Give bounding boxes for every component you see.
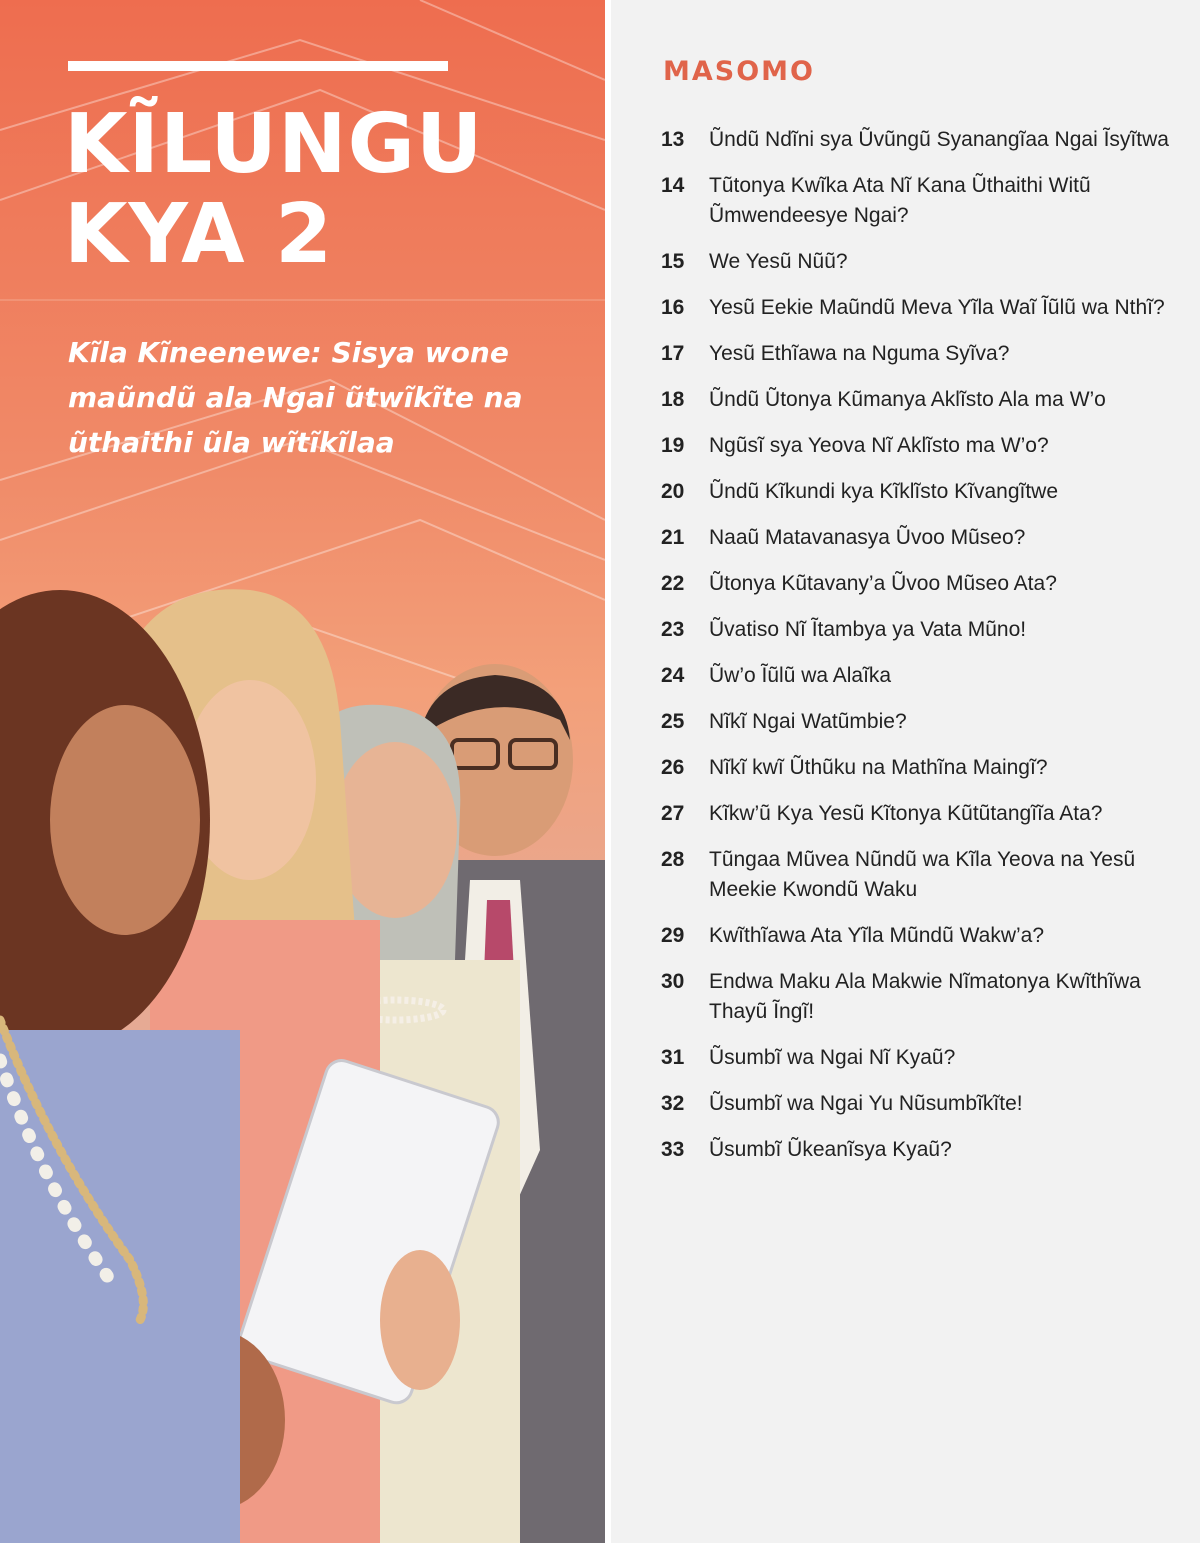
toc-heading: MASOMO bbox=[663, 56, 815, 87]
chapter-title-line2: KYA 2 bbox=[64, 187, 334, 282]
lesson-number: 33 bbox=[661, 1138, 685, 1161]
lesson-number: 18 bbox=[661, 388, 685, 411]
lesson-title[interactable]: Ngũsĩ sya Yeova Nĩ Aklĩsto ma W’o? bbox=[709, 434, 1049, 457]
lesson-number: 32 bbox=[661, 1092, 685, 1115]
lesson-item[interactable] bbox=[661, 569, 1181, 599]
lesson-title[interactable]: Yesũ Eekie Maũndũ Meva Yĩla Waĩ Ĩũlũ wa Nthĩ? bbox=[709, 296, 1165, 319]
lesson-title[interactable]: Tũngaa Mũvea Nũndũ wa Kĩla Yeova na Yesũ Meekie Kwondũ Waku bbox=[709, 848, 1136, 901]
lesson-title[interactable]: Kwĩthĩawa Ata Yĩla Mũndũ Wakw’a? bbox=[709, 924, 1045, 947]
lesson-title[interactable]: Ũsumbĩ Ũkeanĩsya Kyaũ? bbox=[709, 1138, 952, 1161]
lesson-number: 26 bbox=[661, 756, 685, 779]
lesson-title[interactable]: Naaũ Matavanasya Ũvoo Mũseo? bbox=[709, 526, 1026, 549]
chapter-title-line1: KĨLUNGU bbox=[64, 97, 484, 192]
lesson-item[interactable] bbox=[661, 799, 1181, 829]
lesson-title[interactable]: Ũvatiso Nĩ Ĩtambya ya Vata Mũno! bbox=[709, 618, 1027, 641]
lesson-number: 27 bbox=[661, 802, 685, 825]
lesson-number: 20 bbox=[661, 480, 685, 503]
lesson-item[interactable] bbox=[661, 523, 1181, 553]
title-rule bbox=[68, 61, 448, 71]
lesson-item[interactable] bbox=[661, 477, 1181, 507]
lesson-number: 25 bbox=[661, 710, 685, 733]
lesson-title[interactable]: Nĩkĩ Ngai Watũmbie? bbox=[709, 710, 907, 733]
lesson-number: 24 bbox=[661, 664, 685, 687]
lesson-item[interactable] bbox=[661, 293, 1181, 323]
chapter-subtitle: Kĩla Kĩneenewe: Sisya wone maũndũ ala Ngai ũtwĩkĩte na ũthaithi ũla wĩtĩkĩlaa bbox=[68, 336, 523, 459]
lesson-title[interactable]: Ũndũ Ndĩni sya Ũvũngũ Syanangĩaa Ngai Ĩsyĩtwa bbox=[709, 128, 1169, 151]
lesson-number: 28 bbox=[661, 848, 685, 871]
lesson-item[interactable] bbox=[661, 385, 1181, 415]
lesson-item[interactable] bbox=[661, 1043, 1181, 1073]
lesson-number: 14 bbox=[661, 174, 685, 197]
lesson-item[interactable] bbox=[661, 1089, 1181, 1119]
lesson-title[interactable]: Ũtonya Kũtavany’a Ũvoo Mũseo Ata? bbox=[709, 572, 1057, 595]
lesson-item[interactable] bbox=[661, 247, 1181, 277]
lesson-item[interactable] bbox=[661, 339, 1181, 369]
lesson-number: 19 bbox=[661, 434, 685, 457]
lesson-item[interactable] bbox=[661, 921, 1181, 951]
lesson-number: 16 bbox=[661, 296, 685, 319]
lesson-title[interactable]: Ũw’o Ĩũlũ wa Alaĩka bbox=[709, 664, 892, 687]
lesson-title[interactable]: Ũndũ Ũtonya Kũmanya Aklĩsto Ala ma W’o bbox=[709, 388, 1106, 411]
lesson-item[interactable] bbox=[661, 431, 1181, 461]
table-of-contents bbox=[605, 0, 1200, 1543]
lesson-number: 23 bbox=[661, 618, 685, 641]
lesson-item[interactable] bbox=[661, 171, 1181, 231]
lesson-title[interactable]: Tũtonya Kwĩka Ata Nĩ Kana Ũthaithi Witũ Ũmwendeesye Ngai? bbox=[709, 174, 1091, 227]
lesson-item[interactable] bbox=[661, 615, 1181, 645]
lesson-number: 30 bbox=[661, 970, 685, 993]
lesson-title[interactable]: Yesũ Ethĩawa na Nguma Syĩva? bbox=[709, 342, 1010, 365]
lesson-title[interactable]: We Yesũ Nũũ? bbox=[709, 250, 848, 273]
lesson-title[interactable]: Endwa Maku Ala Makwie Nĩmatonya Kwĩthĩwa Thayũ Ĩngĩ! bbox=[709, 970, 1141, 1023]
lesson-item[interactable] bbox=[661, 967, 1181, 1027]
lesson-number: 22 bbox=[661, 572, 685, 595]
lesson-list bbox=[661, 125, 1181, 1181]
chapter-title bbox=[64, 97, 584, 282]
lesson-title[interactable]: Ũndũ Kĩkundi kya Kĩklĩsto Kĩvangĩtwe bbox=[709, 480, 1059, 503]
lesson-item[interactable] bbox=[661, 707, 1181, 737]
lesson-number: 15 bbox=[661, 250, 685, 273]
lesson-number: 21 bbox=[661, 526, 685, 549]
lesson-item[interactable] bbox=[661, 661, 1181, 691]
lesson-item[interactable] bbox=[661, 1135, 1181, 1165]
lesson-number: 31 bbox=[661, 1046, 685, 1069]
lesson-number: 29 bbox=[661, 924, 685, 947]
lesson-title[interactable]: Ũsumbĩ wa Ngai Nĩ Kyaũ? bbox=[709, 1046, 956, 1069]
lesson-title[interactable]: Kĩkw’ũ Kya Yesũ Kĩtonya Kũtũtangĩĩa Ata? bbox=[709, 802, 1103, 825]
lesson-number: 17 bbox=[661, 342, 685, 365]
lesson-item[interactable] bbox=[661, 125, 1181, 155]
lesson-title[interactable]: Ũsumbĩ wa Ngai Yu Nũsumbĩkĩte! bbox=[709, 1092, 1023, 1115]
lesson-item[interactable] bbox=[661, 753, 1181, 783]
lesson-title[interactable]: Nĩkĩ kwĩ Ũthũku na Mathĩna Maingĩ? bbox=[709, 756, 1048, 779]
lesson-number: 13 bbox=[661, 128, 685, 151]
lesson-item[interactable] bbox=[661, 845, 1181, 905]
